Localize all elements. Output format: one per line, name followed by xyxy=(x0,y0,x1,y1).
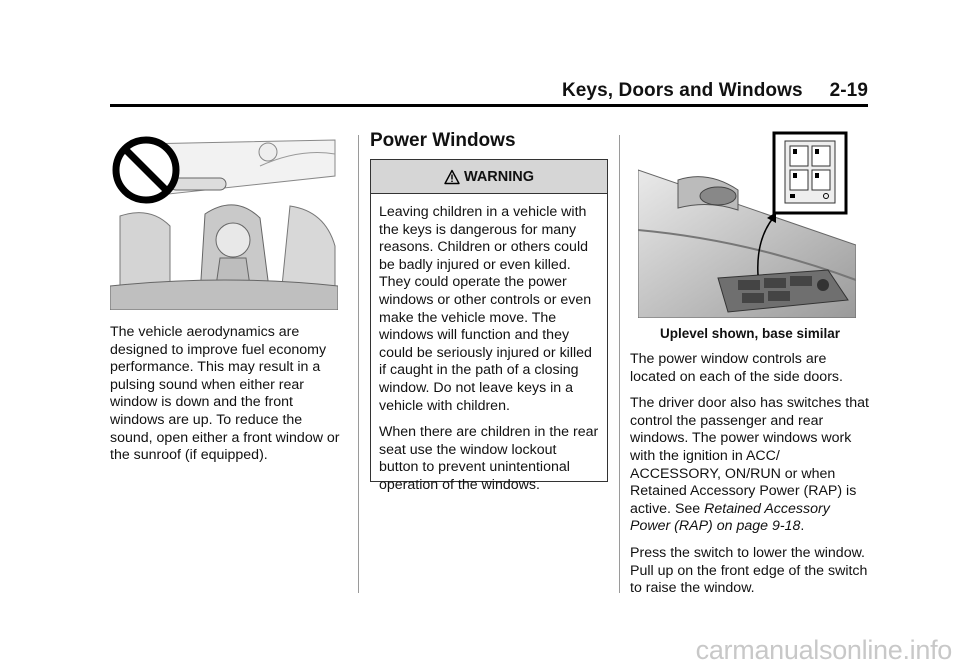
figure-caption: Uplevel shown, base similar xyxy=(659,326,841,341)
header-rule xyxy=(110,104,868,107)
warning-box xyxy=(370,159,608,493)
warning-label: WARNING xyxy=(463,168,535,185)
rap-cross-reference-link[interactable]: Retained Accessory Power (RAP) on page 9-18 xyxy=(630,500,830,535)
column-1 xyxy=(110,324,342,465)
aerodynamics-paragraph: The vehicle aerodynamics are designed to improve fuel economy performance. This may result in a pulsing sound when either rear window is down and the front windows are up. To reduce the sound, open either a front window or the sunroof (if equipped). xyxy=(110,324,340,464)
warning-triangle-icon xyxy=(444,169,460,185)
controls-location-paragraph: The power window controls are located on each of the side doors. xyxy=(630,351,843,385)
column-divider-left xyxy=(358,135,359,593)
driver-door-end: . xyxy=(800,518,805,535)
warning-header xyxy=(371,160,607,194)
window-switch-panel-illustration xyxy=(638,130,856,318)
driver-door-text: The driver door also has switches that control the passenger and rear windows. The power windows work with the ignition in ACC/ ACCESSORY, ON/RUN or when Retained Accessory Power (RAP) is active. See xyxy=(630,395,869,517)
warning-body xyxy=(371,194,607,495)
page-number: 2-19 xyxy=(829,80,868,101)
section-name: Keys, Doors and Windows xyxy=(561,80,803,101)
driver-door-paragraph xyxy=(630,395,870,536)
column-divider-right xyxy=(619,135,620,593)
footer-watermark: carmanualsonline.info xyxy=(695,635,952,665)
section-title: Power Windows xyxy=(370,130,516,151)
warning-paragraph-1: Leaving children in a vehicle with the keys is dangerous for many reasons. Children or others could be badly injured or even killed. They could operate the power windows or other controls or even make the vehicle move. The windows will function and they could be seriously injured or killed if caught in the path of a closing window. Do not leave keys in a vehicle with children. xyxy=(379,204,592,414)
header-title xyxy=(562,80,868,102)
warning-paragraph-2: When there are children in the rear seat use the window lockout button to prevent unintentional operation of the windows. xyxy=(379,424,599,493)
column-3 xyxy=(630,351,870,607)
switch-operation-paragraph: Press the switch to lower the window. Pull up on the front edge of the switch to raise the window. xyxy=(630,544,868,597)
page-header xyxy=(110,80,868,102)
no-child-prohibition-icon xyxy=(110,136,338,310)
